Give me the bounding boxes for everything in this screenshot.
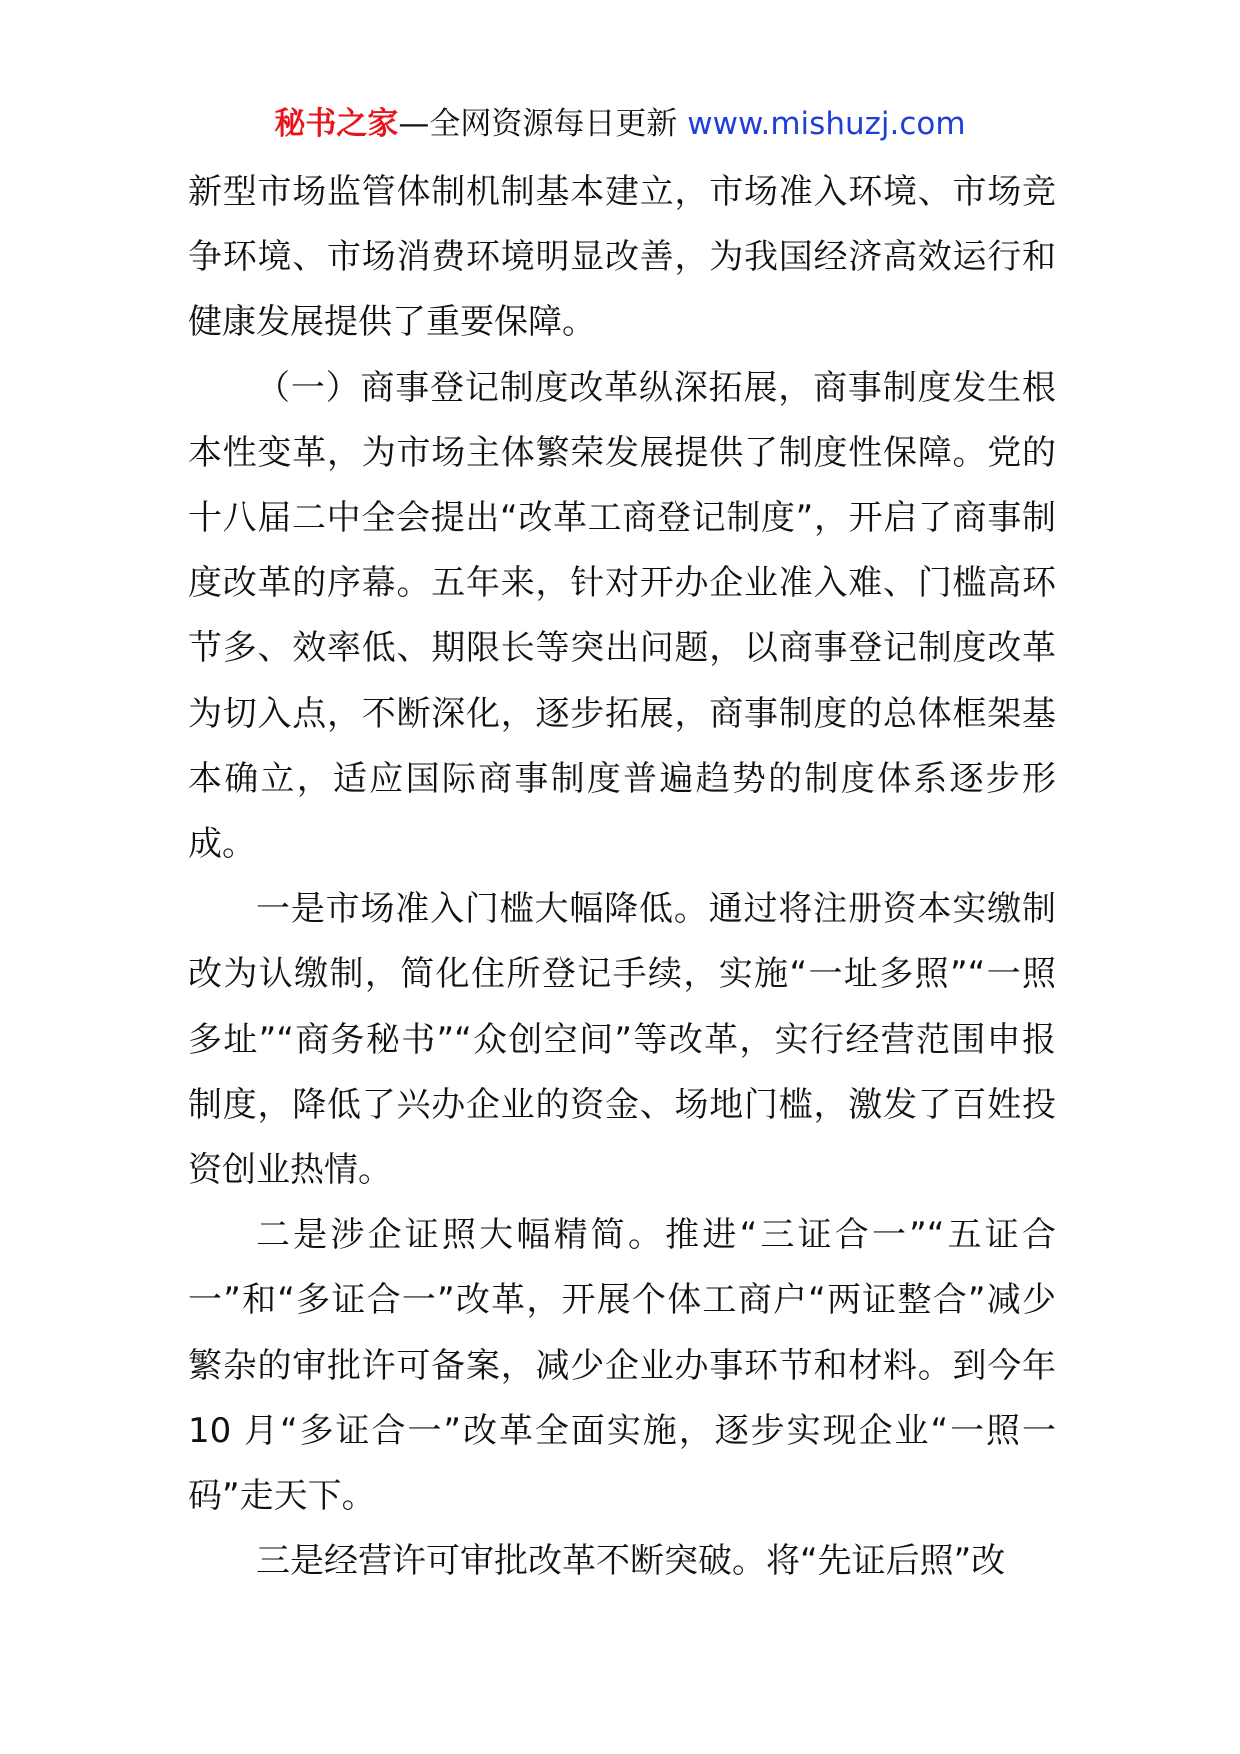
document-body	[188, 160, 1056, 1594]
header-tagline: —全网资源每日更新	[398, 106, 688, 142]
brand-name: 秘书之家	[274, 106, 399, 142]
page-header	[0, 104, 1240, 144]
paragraph-section-one: （一）商事登记制度改革纵深拓展，商事制度发生根本性变革，为市场主体繁荣发展提供了制度性保障。党的十八届二中全会提出“改革工商登记制度”，开启了商事制度改革的序幕。五年来，针对开办企业准入难、门槛高环节多、效率低、期限长等突出问题，以商事登记制度改革为切入点，不断深化，逐步拓展，商事制度的总体框架基本确立，适应国际商事制度普遍趋势的制度体系逐步形成。	[188, 367, 1056, 865]
paragraph-intro-continuation: 新型市场监管体制机制基本建立，市场准入环境、市场竞争环境、市场消费环境明显改善，为我国经济高效运行和健康发展提供了重要保障。	[188, 172, 1056, 343]
paragraph-point-two: 二是涉企证照大幅精简。推进“三证合一”“五证合一”和“多证合一”改革，开展个体工商户“两证整合”减少繁杂的审批许可备案，减少企业办事环节和材料。到今年 10 月“多证合一”改革全面实施，逐步实现企业“一照一码”走天下。	[188, 1215, 1056, 1517]
website-link[interactable]: www.mishuzj.com	[687, 106, 966, 142]
paragraph-point-one: 一是市场准入门槛大幅降低。通过将注册资本实缴制改为认缴制，简化住所登记手续，实施“一址多照”“一照多址”“商务秘书”“众创空间”等改革，实行经营范围申报制度，降低了兴办企业的资金、场地门槛，激发了百姓投资创业热情。	[188, 889, 1056, 1191]
paragraph-point-three: 三是经营许可审批改革不断突破。将“先证后照”改	[256, 1541, 1006, 1582]
